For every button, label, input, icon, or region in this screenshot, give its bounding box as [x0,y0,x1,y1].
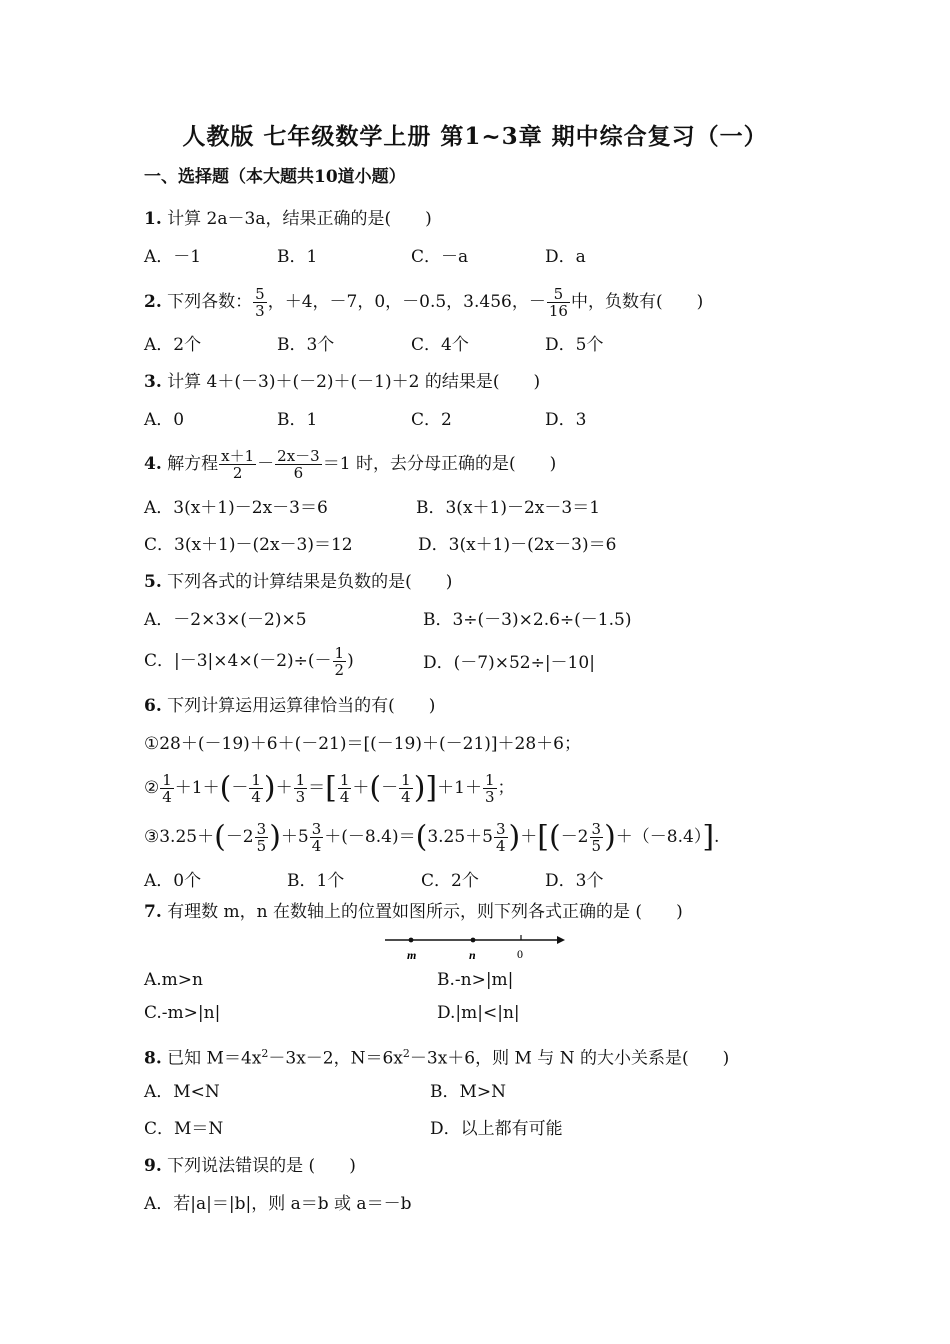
question-text: 中，负数有( ) [570,292,704,312]
fraction [547,286,570,319]
fraction [483,772,497,805]
expr-text: ＝ [308,778,326,798]
expr-text: ； [497,778,515,798]
option-c: C.-m>|n| [144,1003,221,1023]
fraction [494,821,508,854]
option-text: ) [347,651,354,671]
denominator: 4 [401,788,411,806]
expr-text: ＋ [275,778,293,798]
numerator: 1 [162,771,172,789]
numerator: 3 [311,820,322,838]
number-line-figure [383,930,573,964]
question-number: 2. [144,292,162,312]
option-b: B．M>N [430,1082,507,1102]
expr-text: 3.25＋5 [427,827,493,847]
axis-label-n: n [469,948,476,962]
denominator: 6 [293,464,304,482]
numerator: x＋1 [221,447,255,465]
denominator: 4 [251,788,261,806]
denominator: 5 [591,837,602,855]
expr-text: － [231,778,249,798]
expr-text: ＋1＋ [174,778,220,798]
question-text: ，＋4，－7，0，－0.5，3.456，－ [267,292,546,312]
option-c: C．4个 [411,335,469,355]
option-b: B．1个 [287,871,345,891]
numerator: 5 [255,285,265,303]
point-m [409,938,414,943]
question-number: 6. [144,696,162,716]
question-number: 4. [144,454,162,474]
option-d: D．3个 [545,871,604,891]
option-d: D．a [545,247,586,267]
fraction [333,645,347,678]
numerator: 1 [295,771,306,789]
paren-open: ( [415,819,428,855]
option-b: B.-n>|m| [437,970,514,990]
option-c: C．2个 [421,871,479,891]
option-text: C．|－3|×4×(－2)÷(－ [144,651,332,671]
option-a: A．3(x＋1)－2x－3＝6 [144,498,328,518]
paren-open: ( [219,770,232,806]
expr-text: ＋(－8.4)＝ [324,827,416,847]
paren-close: ) [508,819,521,855]
question-5 [144,571,452,593]
question-4 [144,446,556,482]
expr-text: －2 [560,827,589,847]
denominator: 2 [232,464,243,482]
question-8 [144,1043,729,1070]
superscript: 2 [261,1047,269,1060]
option-c: C．2 [411,410,452,430]
option-a: A．－2×3×(－2)×5 [144,610,307,630]
question-number: 3. [144,372,162,392]
expr-text: ③3.25＋ [144,827,215,847]
option-a: A.m>n [144,970,203,990]
expr-text: ＋1＋ [437,778,482,798]
question-number: 1. [144,209,162,229]
question-stem: 下列计算运用运算律恰当的有( ) [167,696,436,716]
denominator: 4 [495,837,506,855]
option-d: D．5个 [545,335,604,355]
question-2 [144,284,703,320]
question-text: 下列各数： [167,292,253,312]
denominator: 4 [339,788,350,806]
fraction [310,821,324,854]
question-3 [144,371,540,393]
fraction [249,772,263,805]
expr-text: ＋ [520,827,538,847]
bracket-close: ] [425,770,438,806]
question-stem: 有理数 m，n 在数轴上的位置如图所示，则下列各式正确的是 ( ) [167,902,683,922]
numerator: 1 [251,771,261,789]
numerator: 3 [591,820,602,838]
numerator: 1 [339,771,350,789]
page-title: 人教版 七年级数学上册 第1~3章 期中综合复习（一） [182,123,768,150]
paren-open: ( [214,819,226,855]
option-d: D．以上都有可能 [430,1119,563,1139]
option-a: A．2个 [144,335,202,355]
expr-text: ② [144,778,160,798]
option-a: A．0 [144,410,185,430]
numerator: 2x－3 [277,447,320,465]
numerator: 1 [484,771,495,789]
question-text: 解方程 [167,454,219,474]
denominator: 5 [256,837,267,855]
expr-text: ＋ [352,778,370,798]
question-text: ＝1 时，去分母正确的是( ) [322,454,557,474]
question-stem: 下列各式的计算结果是负数的是( ) [167,572,453,592]
paren-open: ( [548,819,561,855]
denominator: 3 [484,788,495,806]
superscript: 2 [402,1047,410,1060]
denominator: 4 [162,788,172,806]
fraction [253,286,267,319]
bracket-open: [ [325,770,337,806]
point-n [471,938,476,943]
option-b: B．3个 [277,335,335,355]
denominator: 2 [334,661,345,679]
numerator: 1 [334,644,345,662]
question-text: －3x＋6，则 M 与 N 的大小关系是( ) [409,1048,730,1069]
question-1 [144,208,432,230]
fraction [294,772,308,805]
fraction [275,448,322,481]
option-d: D.|m|<|n| [437,1003,520,1023]
statement-3 [144,816,719,858]
numerator: 3 [495,820,506,838]
paren-close: ) [263,770,276,806]
fraction [160,772,174,805]
expr-text: －2 [225,827,254,847]
question-number: 8. [144,1048,162,1069]
expr-text: ＋5 [280,827,309,847]
paren-close: ) [604,819,616,855]
expr-text: － [381,778,399,798]
question-stem: 计算 4＋(－3)＋(－2)＋(－1)＋2 的结果是( ) [167,372,541,392]
statement-1: ①28＋(－19)＋6＋(－21)＝[(－19)＋(－21)]＋28＋6； [144,734,581,754]
option-d: D．3 [545,410,587,430]
option-a: A．－1 [144,247,202,267]
question-stem: 下列说法错误的是 ( ) [167,1156,356,1176]
numerator: 3 [256,820,267,838]
fraction [219,448,256,481]
question-number: 5. [144,572,162,592]
fraction [255,821,269,854]
question-number: 7. [144,902,162,922]
question-6 [144,695,435,717]
question-9 [144,1155,356,1177]
axis-label-zero: 0 [517,947,523,961]
option-b: B．3÷(－3)×2.6÷(－1.5) [423,610,632,630]
numerator: 5 [547,286,570,303]
denominator: 3 [295,788,306,806]
fraction [338,772,352,805]
paren-close: ) [269,819,281,855]
option-c: C．－a [411,247,469,267]
bracket-open: [ [537,819,549,855]
question-text: － [257,454,275,474]
paren-close: ) [413,770,426,806]
axis-label-m: m [407,948,417,962]
fraction [399,772,413,805]
option-b: B．1 [277,247,318,267]
question-text: 已知 M＝4x [167,1048,262,1069]
question-7 [144,901,683,923]
option-b: B．3(x＋1)－2x－3＝1 [416,498,601,518]
option-c: C．M＝N [144,1119,224,1139]
option-d: D．3(x＋1)－(2x－3)＝6 [418,535,617,555]
fraction [590,821,604,854]
denominator: 16 [548,302,568,320]
arrow-icon [557,936,565,944]
option-c [144,643,354,679]
option-a: A．M<N [144,1082,220,1102]
section-heading: 一、选择题（本大题共10道小题） [144,167,406,187]
option-b: B．1 [277,410,318,430]
option-a: A．0个 [144,871,202,891]
paren-open: ( [369,770,382,806]
denominator: 3 [255,302,265,320]
expr-text: . [714,827,720,847]
statement-2 [144,768,515,808]
question-stem: 计算 2a－3a，结果正确的是( ) [167,209,432,229]
option-a: A．若|a|＝|b|，则 a＝b 或 a＝－b [144,1194,412,1214]
bracket-close: ] [702,819,715,855]
denominator: 4 [311,837,322,855]
question-text: －3x－2，N＝6x [268,1048,403,1069]
question-number: 9. [144,1156,162,1176]
option-c: C．3(x＋1)－(2x－3)＝12 [144,535,353,555]
option-d: D．(－7)×52÷|－10| [423,653,595,673]
expr-text: ＋（－8.4） [615,827,703,847]
numerator: 1 [401,771,411,789]
